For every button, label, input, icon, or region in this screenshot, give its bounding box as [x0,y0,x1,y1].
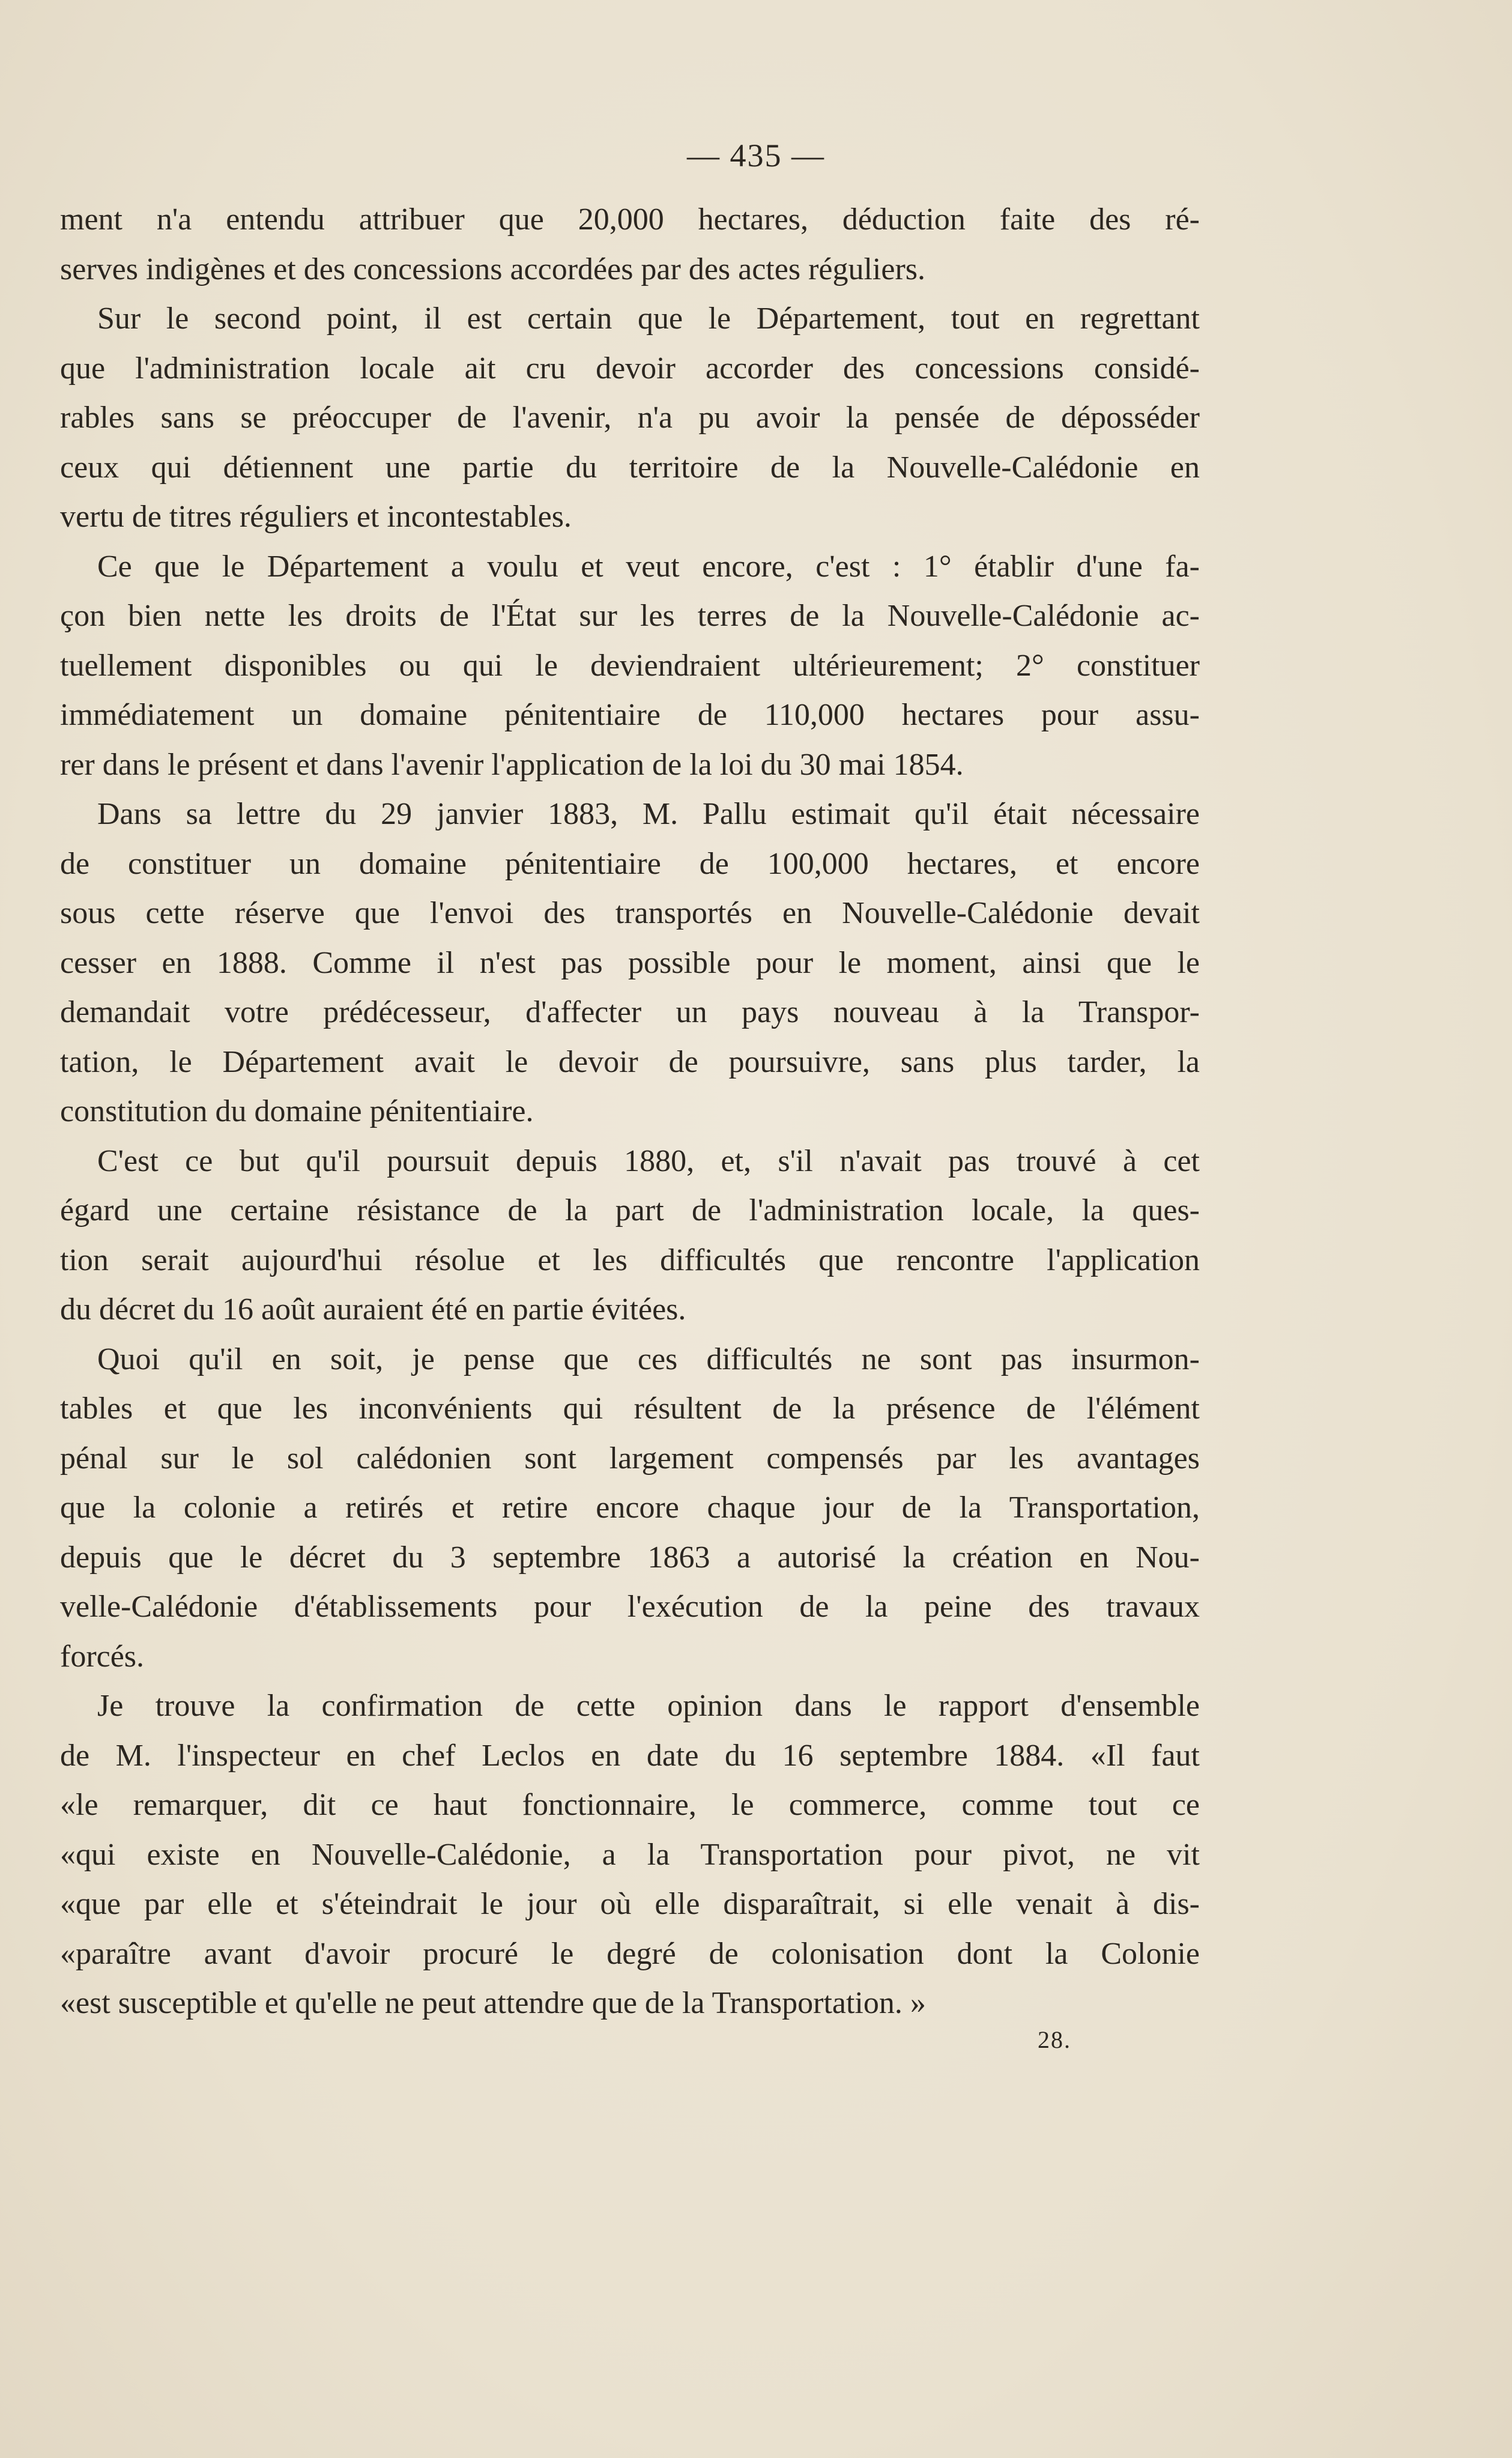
page-number: — 435 — [687,138,825,174]
signature-mark: 28. [1038,2026,1071,2053]
text-line: du décret du 16 août auraient été en partie évitées. [60,1292,686,1327]
text-line: depuis que le décret du 3 septembre 1863 a autorisé la création en Nou- [60,1540,1200,1575]
text-line: tation, le Département avait le devoir de poursuivre, sans plus tarder, la [60,1044,1200,1079]
text-line: que la colonie a retirés et retire encore chaque jour de la Transportation, [60,1491,1200,1525]
paragraph [60,1335,1200,1682]
text-line: Quoi qu'il en soit, je pense que ces difficultés ne sont pas insurmon- [97,1342,1200,1376]
paragraph [60,790,1200,1137]
text-line: demandait votre prédécesseur, d'affecter un pays nouveau à la Transpor- [60,995,1200,1029]
paragraph [60,1682,1200,2029]
text-line: constitution du domaine pénitentiaire. [60,1094,534,1128]
text-line: Ce que le Département a voulu et veut encore, c'est : 1° établir d'une fa- [97,549,1200,584]
paragraph [60,542,1200,790]
text-line: çon bien nette les droits de l'État sur les terres de la Nouvelle-Calédonie ac- [60,599,1200,633]
text-line: C'est ce but qu'il poursuit depuis 1880, et, s'il n'avait pas trouvé à cet [97,1143,1200,1178]
text-line: «paraître avant d'avoir procuré le degré de colonisation dont la Colonie [60,1936,1200,1971]
text-line: Je trouve la confirmation de cette opinion dans le rapport d'ensemble [97,1689,1200,1723]
paragraph [60,195,1200,294]
text-line: serves indigènes et des concessions accordées par des actes réguliers. [60,252,925,286]
text-line: cesser en 1888. Comme il n'est pas possible pour le moment, ainsi que le [60,945,1200,980]
text-line: ceux qui détiennent une partie du territoire de la Nouvelle-Calédonie en [60,450,1200,485]
text-line: «qui existe en Nouvelle-Calédonie, a la Transportation pour pivot, ne vit [60,1837,1200,1872]
text-line: forcés. [60,1639,145,1674]
text-line: tables et que les inconvénients qui résultent de la présence de l'élément [60,1391,1200,1426]
text-line: sous cette réserve que l'envoi des transportés en Nouvelle-Calédonie devait [60,896,1200,930]
body-text [60,195,1200,2029]
text-line: rer dans le présent et dans l'avenir l'application de la loi du 30 mai 1854. [60,747,964,782]
text-line: velle-Calédonie d'établissements pour l'exécution de la peine des travaux [60,1590,1200,1624]
paragraph [60,294,1200,542]
text-line: Sur le second point, il est certain que le Département, tout en regrettant [97,301,1200,336]
text-line: égard une certaine résistance de la part de l'administration locale, la ques- [60,1193,1200,1227]
text-line: que l'administration locale ait cru devoir accorder des concessions considé- [60,351,1200,386]
text-line: de M. l'inspecteur en chef Leclos en date du 16 septembre 1884. «Il faut [60,1738,1200,1773]
text-line: tion serait aujourd'hui résolue et les difficultés que rencontre l'application [60,1243,1200,1277]
text-line: «est susceptible et qu'elle ne peut attendre que de la Transportation. » [60,1986,926,2020]
text-line: Dans sa lettre du 29 janvier 1883, M. Pallu estimait qu'il était nécessaire [97,797,1200,831]
text-line: immédiatement un domaine pénitentiaire de 110,000 hectares pour assu- [60,698,1200,732]
text-line: ment n'a entendu attribuer que 20,000 hectares, déduction faite des ré- [60,202,1200,237]
text-line: «que par elle et s'éteindrait le jour où elle disparaîtrait, si elle venait à dis- [60,1887,1200,1921]
text-line: pénal sur le sol calédonien sont largement compensés par les avantages [60,1441,1200,1476]
text-line: «le remarquer, dit ce haut fonctionnaire, le commerce, comme tout ce [60,1788,1200,1822]
paragraph [60,1137,1200,1335]
text-line: vertu de titres réguliers et incontestables. [60,500,572,534]
text-line: de constituer un domaine pénitentiaire de 100,000 hectares, et encore [60,846,1200,881]
text-line: rables sans se préoccuper de l'avenir, n'a pu avoir la pensée de déposséder [60,401,1200,435]
text-line: tuellement disponibles ou qui le deviendraient ultérieurement; 2° constituer [60,648,1200,683]
